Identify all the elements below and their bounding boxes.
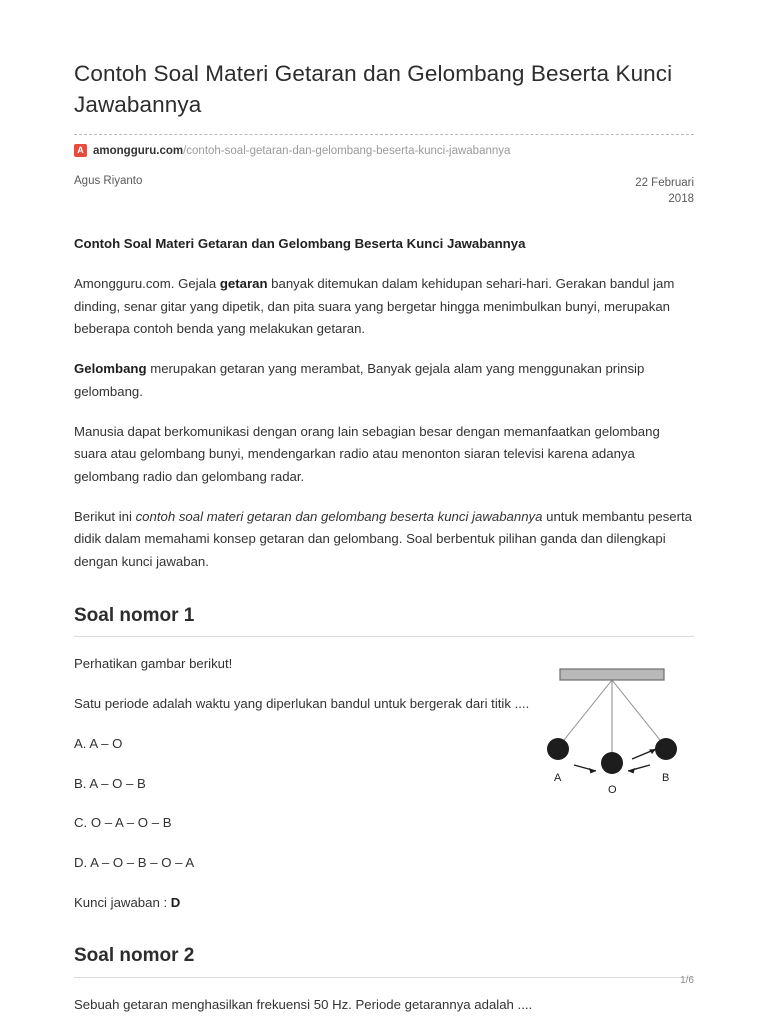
question-1-prompt: Satu periode adalah waktu yang diperlukan bandul untuk bergerak dari titik .... [74, 696, 530, 712]
question-1-option-a: A. A – O [74, 735, 123, 751]
question-1-answer-label: Kunci jawaban : [74, 894, 171, 910]
pendulum-label-o: O [608, 784, 617, 797]
question-1-divider [74, 636, 694, 637]
page-title: Contoh Soal Materi Getaran dan Gelombang Beserta Kunci Jawabannya [74, 61, 673, 118]
author-name: Agus Riyanto [74, 175, 143, 188]
pendulum-diagram [532, 663, 692, 803]
question-2-divider [74, 977, 694, 978]
question-1-options [74, 733, 544, 915]
paragraph-2-bold: Gelombang [74, 361, 147, 377]
paragraph-2-part-2: merupakan getaran yang merambat, Banyak gejala alam yang menggunakan prinsip gelombang. [74, 361, 645, 399]
title-divider [74, 134, 694, 135]
publish-date: 22 Februari 2018 [635, 177, 694, 206]
paragraph-4-part-2: untuk membantu peserta didik dalam memahami konsep getaran dan gelombang. Soal berbentuk pilihan ganda dan dilengkapi dengan kunci jawaban. [74, 508, 693, 570]
question-1-option-d: D. A – O – B – O – A [74, 854, 195, 870]
question-1-option-c: C. O – A – O – B [74, 815, 172, 831]
question-2-prompt: Sebuah getaran menghasilkan frekuensi 50 Hz. Periode getarannya adalah .... [74, 996, 533, 1012]
paragraph-4-italic: contoh soal materi getaran dan gelombang beserta kunci jawabannya [135, 508, 543, 524]
question-1-option-b: B. A – O – B [74, 775, 146, 791]
question-1-answer [74, 892, 544, 915]
question-1-title: Soal nomor 1 [74, 604, 195, 626]
paragraph-1-bold: getaran [219, 275, 268, 291]
paragraph-4 [74, 506, 694, 574]
question-1-block [74, 653, 694, 914]
paragraph-1 [74, 273, 694, 341]
site-favicon-icon: A [74, 144, 87, 157]
pendulum-label-b: B [662, 772, 670, 785]
article-body [74, 233, 694, 1016]
source-path: /contoh-soal-getaran-dan-gelombang-beserta-kunci-jawabannya [183, 144, 511, 157]
paragraph-1-part-1: Amongguru.com. Gejala [74, 275, 220, 291]
pendulum-label-a: A [554, 772, 562, 785]
paragraph-4-part-1: Berikut ini [74, 508, 136, 524]
question-1-instruction: Perhatikan gambar berikut! [74, 656, 233, 672]
question-1-text-column [74, 653, 544, 715]
source-domain: amongguru.com [93, 144, 184, 157]
paragraph-3: Manusia dapat berkomunikasi dengan orang lain sebagian besar dengan memanfaatkan gelombang suara atau gelombang bunyi, mendengarkan radio atau menonton siaran televisi karena adanya gelombang radio dan gelombang radar. [74, 423, 660, 484]
pendulum-bob-o [601, 752, 623, 774]
article-meta [74, 175, 694, 207]
pendulum-bob-b [655, 738, 677, 760]
question-2-title: Soal nomor 2 [74, 945, 195, 967]
pendulum-support-bar [560, 669, 664, 680]
question-1-answer-value: D [170, 894, 181, 910]
pendulum-svg [532, 663, 692, 803]
page-number: 1/6 [680, 975, 694, 986]
source-line [74, 144, 694, 157]
paragraph-1-part-2: banyak ditemukan dalam kehidupan sehari-hari. Gerakan bandul jam dinding, senar gitar yang dipetik, dan pita suara yang bergetar hingga menimbulkan bunyi, merupakan beberapa contoh benda yang melakukan getaran. [74, 275, 675, 337]
paragraph-2 [74, 358, 694, 403]
pendulum-bob-a [547, 738, 569, 760]
article-heading: Contoh Soal Materi Getaran dan Gelombang Beserta Kunci Jawabannya [74, 236, 526, 252]
